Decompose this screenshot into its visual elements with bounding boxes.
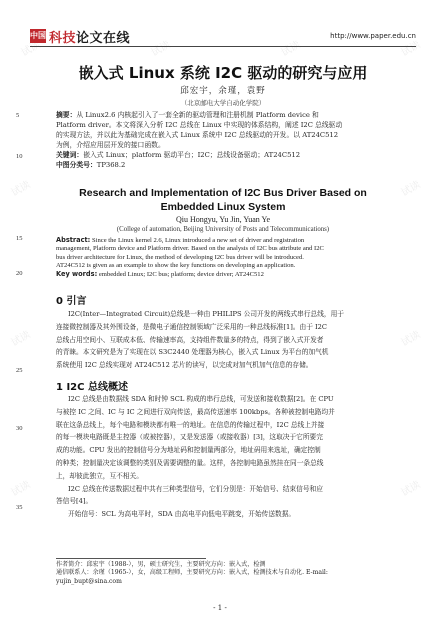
watermark: 试读 — [9, 329, 33, 349]
watermark: 试读 — [399, 179, 423, 199]
header-divider — [30, 46, 416, 47]
keywords-en-text: embedded Linux; I2C bus; platform; device driver; AT24C512 — [98, 271, 264, 279]
line-number: 25 — [16, 367, 23, 374]
author-footnote: 作者简介：邱宏宇（1988-），男，硕士研究生，主要研究方向：嵌入式，检测 通信联系人：余瑾（1965-），女，高级工程师，主要研究方向：嵌入式，检测技术与自动化. E-mail: yujin_bupt@sina.com — [56, 561, 416, 586]
abstract-cn-line: 为例，介绍应用层开发的接口函数。 — [56, 141, 165, 149]
watermark: 试读 — [399, 329, 423, 349]
abstract-en-label: Abstract: — [56, 236, 91, 244]
watermark: 试读 — [19, 39, 43, 59]
line-number: 15 — [16, 235, 23, 242]
authors-cn: 邱宏宇，余瑾，袁野 — [180, 86, 266, 96]
section1-body: I2C 总线是由数据线 SDA 和时钟 SCL 构成的串行总线，可发送和接收数据[2]。在 CPU 与被控 IC 之间、IC 与 IC 之间进行双向传送，最高传送速率 100kbps。各种被控制电路均并 联在这条总线上，每个电路和模块都有唯一的地址。在信息的传输过程中，I2C 总线上并接 的每一模块电路既是主控器（或被控器），又是发送器（或接收器）[3]，这取决于它所要完 成的功能。CPU 发出的控制信号分为地址码和控制量两部分，地址码用来选址，确定控制 的种类；控制量决定该调整的类别及需要调整的量。这样，各控制电路虽然挂在同一条总线 上，却彼此独立，互不相关。 I2C 总线在传送数据过程中共有三种类型信号，它们分别是：开始信号、结束信号和应 答信号[4]。 开始信号：SCL 为高电平时，SDA 由高电平向低电平跳变，开始传送数据。 — [56, 395, 335, 519]
watermark: 试读 — [9, 479, 33, 499]
paper-title-en: Research and Implementation of I2C Bus Driver Based on Embedded Linux System — [79, 187, 367, 213]
authors-en: Qiu Hongyu, Yu Jin, Yuan Ye — [175, 215, 271, 224]
watermark: 试读 — [399, 39, 423, 59]
line-number: 30 — [16, 425, 23, 432]
site-url[interactable]: http://www.paper.edu.cn — [330, 32, 416, 40]
line-number: 35 — [16, 504, 23, 511]
footnote-divider — [56, 558, 206, 559]
abstract-cn-line: Platform driver。本文将深入分析 I2C 总线在 Linux 中实现的体系结构，阐述 I2C 总线驱动 — [56, 121, 343, 129]
line-number: 5 — [16, 112, 20, 119]
section-heading-i2c-overview: 1 I2C 总线概述 — [56, 382, 128, 393]
watermark: 试读 — [279, 39, 303, 59]
line-number: 10 — [16, 153, 23, 160]
watermark: 试读 — [149, 39, 173, 59]
keywords-cn — [56, 150, 416, 170]
affiliation-cn: （北京邮电大学自动化学院） — [180, 99, 266, 107]
clc-number: TP368.2 — [96, 161, 126, 169]
intro-body: I2C(Inter—Integrated Circuit)总线是一种由 PHILIPS 公司开发的两线式串行总线，用于 连接微控制器及其外围设备，是微电子通信控制领域广泛采用的一种总线标准[1]。由于 I2C 总线占用空间小、互联成本低、传输速率高，支持组件数量多的特点，得到了嵌入式开发者 的青睐。本文研究是为了实现在以 S3C2440 处理器为核心，嵌入式 Linux 为平台的加气机 系统使用 I2C 总线实现对 AT24C512 芯片的读写，以完成对加气机加气信息的存储。 — [56, 310, 344, 370]
section-heading-intro: 0 引言 — [56, 296, 87, 307]
abstract-cn — [56, 110, 416, 150]
clc-label: 中图分类号： — [56, 161, 97, 169]
abstract-cn-label: 摘要： — [56, 111, 77, 119]
affiliation-en: (College of automation, Beijing University of Posts and Telecommunications) — [116, 226, 330, 233]
watermark: 试读 — [9, 179, 33, 199]
line-number: 20 — [16, 270, 23, 277]
page-header — [30, 28, 416, 48]
abstract-cn-line: 摘要：从 Linux2.6 内核起引入了一套全新的驱动管理和注册机制 Platform device 和 — [56, 111, 319, 119]
keywords-en-label: Key words: — [56, 270, 98, 279]
abstract-cn-line: 的实现方法，并以此为基础完成在嵌入式 Linux 系统中 I2C 总线驱动的开发。以 AT24C512 — [56, 131, 339, 139]
keywords-cn-label: 关键词： — [56, 151, 84, 159]
abstract-en: Abstract: Since the Linux kernel 2.6, Linux introduced a new set of driver and registration management, Platform device and Platform driver. Based on the analysis of I2C bus attribute and I2C bus driver architecture for Linux, the method of developing I2C bus driver will be introduced. AT24C512 is given as an example to show the key functions on developing an application. Key words: embedded Linux; I2C bus; platform; device driver; AT24C512 — [56, 236, 324, 279]
keywords-cn-text: 嵌入式 Linux；platform 驱动平台；I2C；总线设备驱动；AT24C512 — [83, 151, 301, 159]
logo-text: 科技论文在线 — [49, 30, 131, 46]
contact-email[interactable]: yujin_bupt@sina.com — [56, 577, 122, 585]
logo-mark-icon: 中国 — [30, 29, 46, 43]
page-number: - 1 - — [213, 604, 227, 612]
site-logo[interactable] — [30, 28, 130, 44]
paper-title-cn: 嵌入式 Linux 系统 I2C 驱动的研究与应用 — [78, 64, 368, 82]
watermark: 试读 — [399, 479, 423, 499]
